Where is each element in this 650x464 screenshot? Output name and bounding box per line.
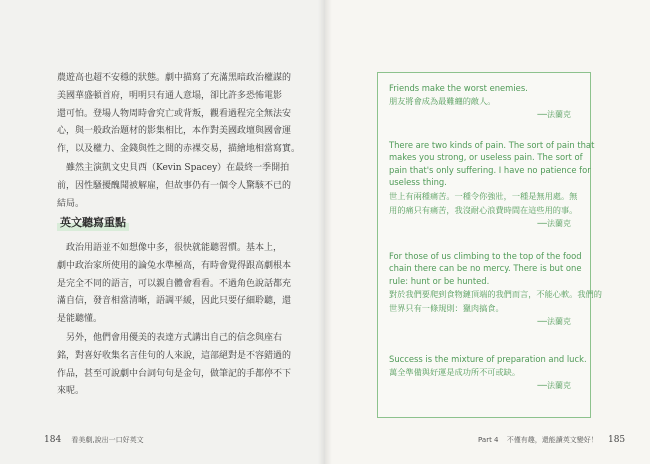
text-line: 雖然主演凱文史貝西（Kevin Spacey）在最終一季開拍 — [57, 163, 290, 173]
quote-english: useless thing. — [389, 177, 447, 188]
part-title: 不僅有趣，還能讀英文變好！ — [506, 436, 598, 444]
quote-chinese: 世上有兩種痛苦。一種令你強壯，一種是無用處。無 — [389, 190, 578, 201]
part-label: Part 4 — [478, 436, 499, 444]
text-line: 銘，對喜好收集名言佳句的人來說，這部絕對是不容錯過的 — [57, 350, 292, 361]
text-line: 另外，他們會用優美的表達方式講出自己的信念與座右 — [57, 333, 283, 343]
text-line: 前，因性騷擾醜聞被解雇，但故事仍有一個令人驚駭不已的 — [57, 180, 292, 191]
quote-english: Success is the mixture of preparation and luck. — [389, 354, 587, 364]
left-paragraph-4 — [57, 330, 292, 401]
text-line: 作，以及權力、金錢與性之間的赤裸交易，描繪地相當寫實。 — [57, 144, 301, 155]
quote-attribution: ──法蘭克 — [537, 110, 571, 120]
text-line: 政治用語並不如想像中多，很快就能聽習慣。基本上， — [57, 243, 283, 253]
left-paragraph-3 — [57, 240, 292, 329]
text-line: 是能聽懂。 — [57, 314, 103, 325]
quote-chinese: 對於我們要爬到食物鏈頂端的我們而言，不能心軟。我們的 — [389, 289, 602, 300]
quote-box — [377, 72, 602, 418]
quote-english: For those of us climbing to the top of the food — [389, 251, 582, 261]
page-number: 185 — [607, 435, 626, 445]
book-gutter — [318, 0, 332, 464]
quote-english: pain that's only suffering. I have no patience for — [389, 164, 591, 175]
quote-1 — [389, 82, 585, 122]
quote-english: makes you strong, or useless pain. The sort of — [389, 152, 583, 163]
quote-2 — [389, 139, 595, 231]
quote-english: Friends make the worst enemies. — [389, 83, 528, 93]
text-line: 作品，甚至可說劇中台詞句句是金句，做筆記的手都停不下 — [57, 368, 292, 379]
text-line: 還可怕。登場人物周時會究亡或背叛，觀看過程完全無法安 — [57, 108, 292, 119]
quote-attribution: ──法蘭克 — [537, 381, 571, 391]
quote-chinese: 萬全準備與好運是成功所不可或缺。 — [389, 367, 521, 378]
text-line: 美國華盛頓首府，明明只有通人意塌，卻比許多恐怖電影 — [57, 90, 283, 101]
section-heading: 英文聽寫重點 — [57, 213, 129, 231]
left-paragraph-1 — [57, 70, 301, 159]
text-line: 是完全不同的語言，可以親自體會看看。不過角色說話都充 — [57, 278, 292, 289]
quote-english: chain there can be no mercy. There is but one — [389, 263, 582, 274]
quote-english: There are two kinds of pain. The sort of pain that — [389, 140, 595, 150]
quote-attribution: ──法蘭克 — [537, 218, 571, 228]
quote-4 — [389, 353, 585, 393]
text-line: 結局。 — [57, 198, 85, 209]
quote-attribution: ──法蘭克 — [537, 317, 571, 327]
left-paragraph-2 — [57, 160, 292, 213]
page-number: 184 — [44, 435, 62, 445]
quote-english: rule: hunt or be hunted. — [389, 275, 490, 286]
text-line: 劇中政治家所使用的論兔水準極高，有時會覺得跟高劇根本 — [57, 260, 292, 271]
text-line: 來呢。 — [57, 386, 85, 397]
right-footer — [478, 435, 625, 445]
quote-chinese: 世界只有一條規則：獵肉搞食。 — [389, 303, 504, 314]
book-title: 看美劇,說出一口好英文 — [71, 436, 144, 444]
text-line: 心，與一般政治題材的影集相比，本作對美國政壇與國會運 — [57, 126, 292, 137]
quote-3 — [389, 250, 602, 329]
quote-chinese: 朋友將會成為最難纏的敵人。 — [389, 96, 496, 107]
text-line: 滿自信，發音相當清晰，語調平緩，因此只要仔細聆聽，還 — [57, 296, 292, 307]
text-line: 農遊高也超不安穩的狀態。劇中描寫了充滿黑暗政治權謀的 — [57, 73, 292, 83]
left-footer — [44, 435, 144, 445]
quote-chinese: 用的痛只有痛苦，我沒耐心浪費時間在這些用的事。 — [389, 204, 578, 215]
